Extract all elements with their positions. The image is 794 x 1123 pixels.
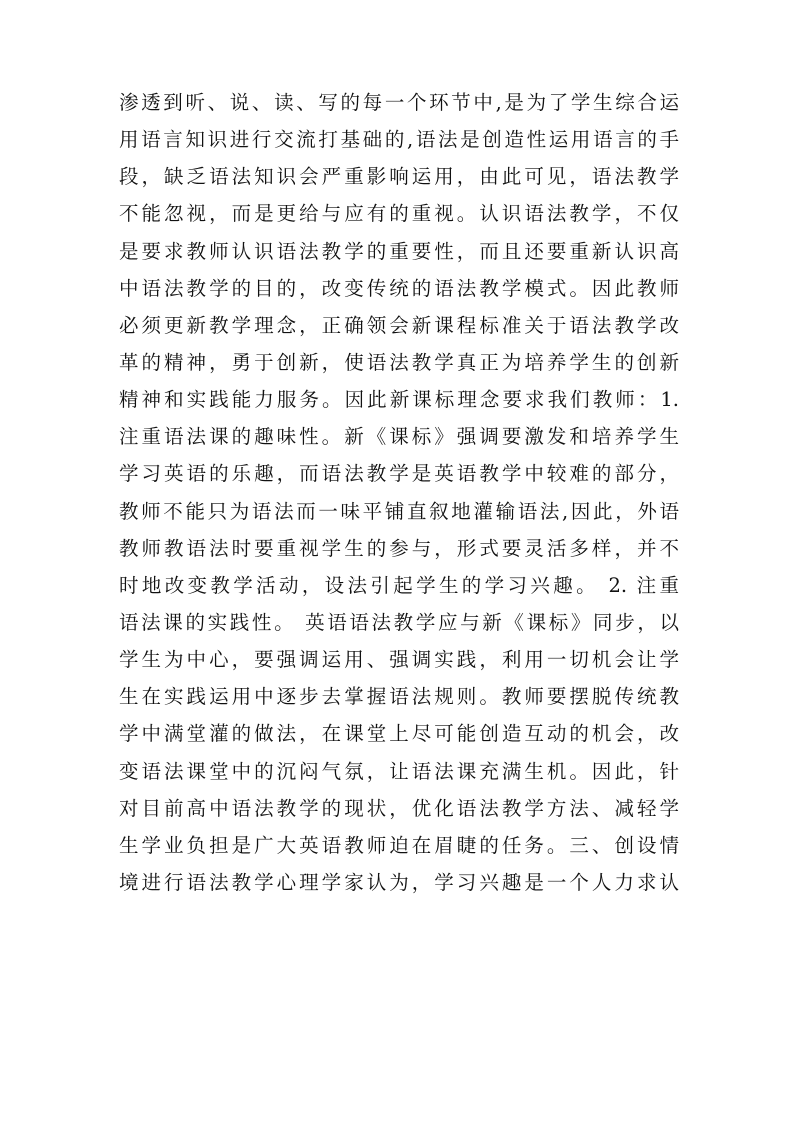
text-line: 对目前高中语法教学的现状，优化语法教学方法、减轻学 <box>119 796 679 820</box>
text-line: 学生为中心，要强调运用、强调实践，利用一切机会让学 <box>119 648 679 672</box>
text-line: 教师不能只为语法而一味平铺直叙地灌输语法,因此，外语 <box>119 499 679 523</box>
text-line: 渗透到听、说、读、写的每一个环节中,是为了学生综合运 <box>119 91 679 114</box>
text-line: 境进行语法教学心理学家认为，学习兴趣是一个人力求认 <box>119 870 679 894</box>
text-line: 变语法课堂中的沉闷气氛，让语法课充满生机。因此，针 <box>119 759 679 783</box>
text-line: 革的精神，勇于创新，使语法教学真正为培养学生的创新 <box>119 350 679 374</box>
text-line: 教师教语法时要重视学生的参与，形式要灵活多样，并不 <box>119 536 679 560</box>
text-line: 学习英语的乐趣，而语法教学是英语教学中较难的部分， <box>119 462 679 486</box>
text-line: 用语言知识进行交流打基础的,语法是创造性运用语言的手 <box>119 128 679 152</box>
text-line: 不能忽视，而是更给与应有的重视。认识语法教学，不仅 <box>119 202 679 226</box>
text-line: 学中满堂灌的做法，在课堂上尽可能创造互动的机会，改 <box>119 722 679 746</box>
text-line: 生在实践运用中逐步去掌握语法规则。教师要摆脱传统教 <box>119 685 679 709</box>
text-line: 精神和实践能力服务。因此新课标理念要求我们教师：1. <box>119 388 679 412</box>
text-line: 语法课的实践性。 英语语法教学应与新《课标》同步，以 <box>119 610 679 634</box>
text-line: 必须更新教学理念，正确领会新课程标准关于语法教学改 <box>119 313 679 337</box>
text-line: 注重语法课的趣味性。新《课标》强调要激发和培养学生 <box>119 425 679 449</box>
text-line: 中语法教学的目的，改变传统的语法教学模式。因此教师 <box>119 276 679 300</box>
text-line: 段，缺乏语法知识会严重影响运用，由此可见，语法教学 <box>119 165 679 189</box>
text-line: 生学业负担是广大英语教师迫在眉睫的任务。三、创设情 <box>119 833 679 857</box>
body-text <box>119 84 679 901</box>
text-line: 是要求教师认识语法教学的重要性，而且还要重新认识高 <box>119 239 679 263</box>
text-line: 时地改变教学活动，设法引起学生的学习兴趣。 2. 注重 <box>119 573 679 597</box>
